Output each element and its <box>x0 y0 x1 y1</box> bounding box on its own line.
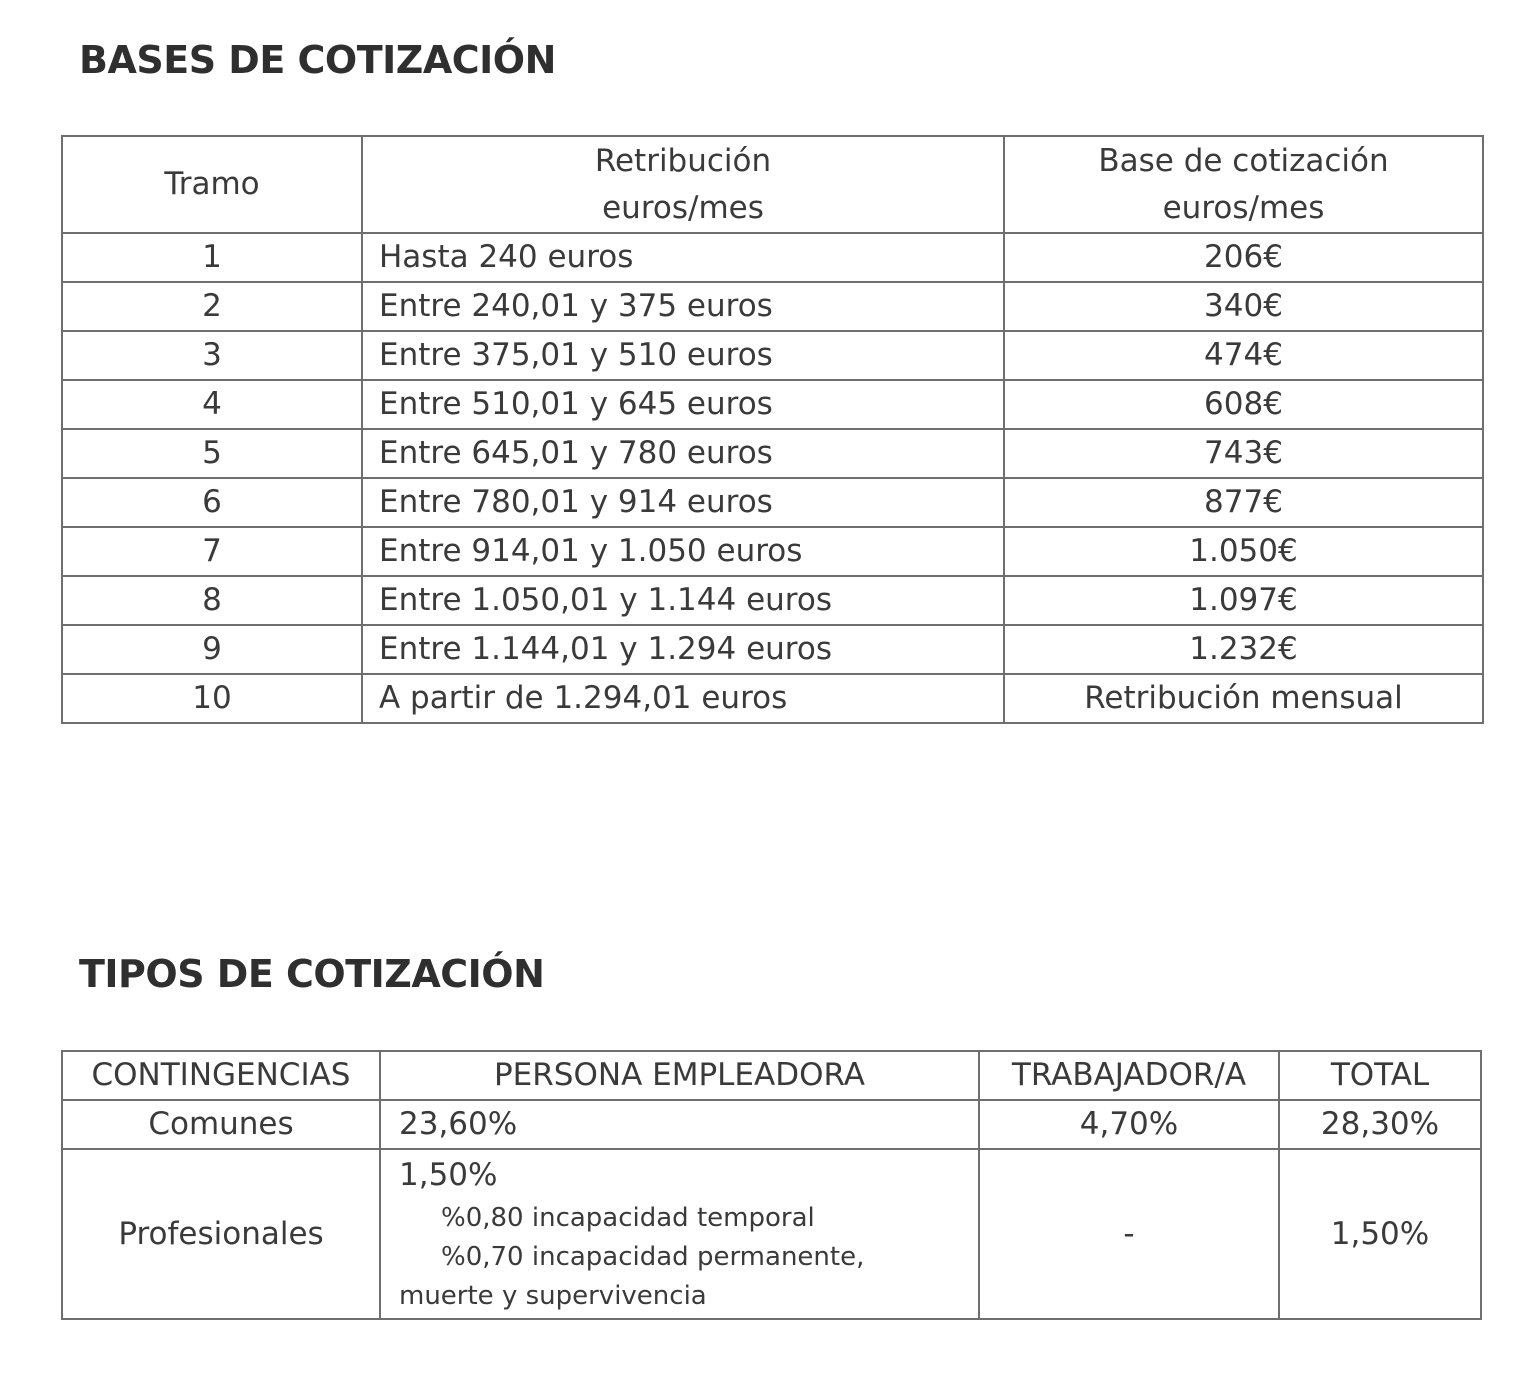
retribucion-cell: A partir de 1.294,01 euros <box>362 674 1004 723</box>
header-tramo: Tramo <box>62 136 362 233</box>
tramo-cell: 10 <box>62 674 362 723</box>
table-row <box>62 233 1483 282</box>
retribucion-cell: Entre 375,01 y 510 euros <box>362 331 1004 380</box>
table-row <box>62 331 1483 380</box>
tramo-cell: 2 <box>62 282 362 331</box>
header-empleadora: PERSONA EMPLEADORA <box>380 1051 979 1100</box>
comunes-total: 28,30% <box>1279 1100 1481 1149</box>
base-cell: 1.097€ <box>1004 576 1483 625</box>
profesionales-detail-3: muerte y supervivencia <box>399 1281 707 1311</box>
profesionales-label: Profesionales <box>62 1149 380 1319</box>
retribucion-cell: Entre 914,01 y 1.050 euros <box>362 527 1004 576</box>
tipos-header-row <box>62 1051 1481 1100</box>
base-cell: 1.050€ <box>1004 527 1483 576</box>
bases-header-row <box>62 136 1483 233</box>
header-retribucion-line2: euros/mes <box>602 189 764 226</box>
comunes-label: Comunes <box>62 1100 380 1149</box>
base-cell: 474€ <box>1004 331 1483 380</box>
header-trabajador: TRABAJADOR/A <box>979 1051 1279 1100</box>
retribucion-cell: Entre 510,01 y 645 euros <box>362 380 1004 429</box>
header-retribucion-line1: Retribución <box>594 142 772 179</box>
tramo-cell: 6 <box>62 478 362 527</box>
tramo-cell: 9 <box>62 625 362 674</box>
tipos-row-profesionales <box>62 1149 1481 1319</box>
base-cell: 340€ <box>1004 282 1483 331</box>
header-total: TOTAL <box>1279 1051 1481 1100</box>
base-cell: 206€ <box>1004 233 1483 282</box>
profesionales-detail-2: %0,70 incapacidad permanente, <box>441 1242 865 1272</box>
retribucion-cell: Entre 1.050,01 y 1.144 euros <box>362 576 1004 625</box>
bases-table <box>61 135 1484 724</box>
bases-title: BASES DE COTIZACIÓN <box>79 38 556 82</box>
table-row <box>62 429 1483 478</box>
base-cell: Retribución mensual <box>1004 674 1483 723</box>
profesionales-trabajador: - <box>979 1149 1279 1319</box>
table-row <box>62 478 1483 527</box>
header-base-line2: euros/mes <box>1162 189 1325 226</box>
table-row <box>62 674 1483 723</box>
base-cell: 608€ <box>1004 380 1483 429</box>
profesionales-empleadora <box>380 1149 979 1319</box>
profesionales-detail-1: %0,80 incapacidad temporal <box>441 1203 815 1233</box>
table-row <box>62 576 1483 625</box>
tramo-cell: 8 <box>62 576 362 625</box>
table-row <box>62 282 1483 331</box>
header-base-line1: Base de cotización <box>1098 142 1389 179</box>
table-row <box>62 527 1483 576</box>
profesionales-total: 1,50% <box>1279 1149 1481 1319</box>
tipos-title: TIPOS DE COTIZACIÓN <box>79 952 545 996</box>
tramo-cell: 7 <box>62 527 362 576</box>
retribucion-cell: Entre 240,01 y 375 euros <box>362 282 1004 331</box>
tramo-cell: 4 <box>62 380 362 429</box>
base-cell: 877€ <box>1004 478 1483 527</box>
comunes-empleadora: 23,60% <box>380 1100 979 1149</box>
base-cell: 1.232€ <box>1004 625 1483 674</box>
header-base <box>1004 136 1483 233</box>
tipos-row-comunes <box>62 1100 1481 1149</box>
retribucion-cell: Entre 1.144,01 y 1.294 euros <box>362 625 1004 674</box>
header-retribucion <box>362 136 1004 233</box>
retribucion-cell: Hasta 240 euros <box>362 233 1004 282</box>
tramo-cell: 1 <box>62 233 362 282</box>
table-row <box>62 625 1483 674</box>
tipos-table <box>61 1050 1482 1320</box>
table-row <box>62 380 1483 429</box>
base-cell: 743€ <box>1004 429 1483 478</box>
retribucion-cell: Entre 645,01 y 780 euros <box>362 429 1004 478</box>
tramo-cell: 3 <box>62 331 362 380</box>
header-contingencias: CONTINGENCIAS <box>62 1051 380 1100</box>
profesionales-empleadora-value: 1,50% <box>399 1157 498 1193</box>
retribucion-cell: Entre 780,01 y 914 euros <box>362 478 1004 527</box>
comunes-trabajador: 4,70% <box>979 1100 1279 1149</box>
tramo-cell: 5 <box>62 429 362 478</box>
